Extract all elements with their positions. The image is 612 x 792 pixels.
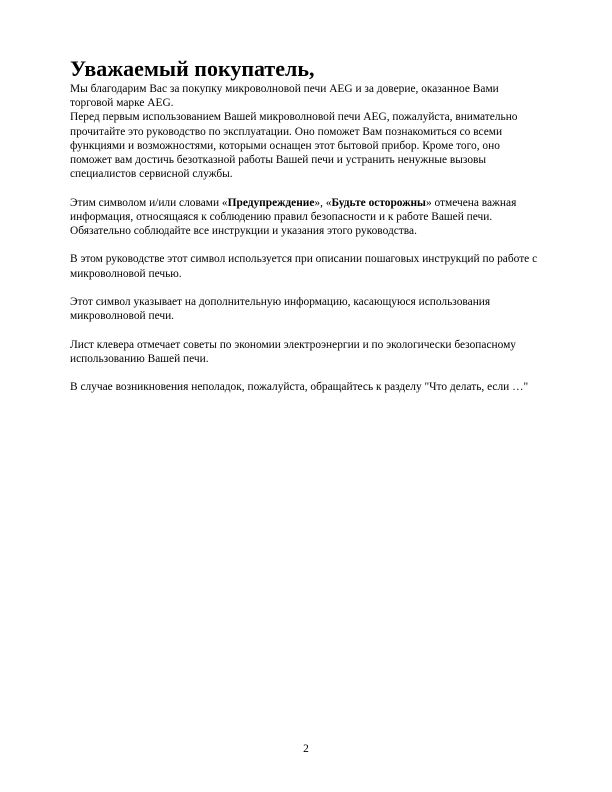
intro-line: торговой марке AEG. <box>70 97 174 110</box>
body-text <box>70 82 570 394</box>
clover-symbol-paragraph <box>70 338 570 366</box>
info-symbol-line: микроволновой печи. <box>70 310 175 323</box>
troubleshooting-paragraph <box>70 380 570 394</box>
intro-paragraph <box>70 82 570 110</box>
troubleshooting-line: В случае возникновения неполадок, пожалуйста, обращайтесь к разделу "Что делать, если …" <box>70 381 529 394</box>
warning-line: информация, относящаяся к соблюдению правил безопасности и к работе Вашей печи. <box>70 210 493 223</box>
warning-prefix: Этим символом и/или словами « <box>70 196 228 209</box>
page-number: 2 <box>303 743 309 755</box>
step-symbol-line: В этом руководстве этот символ используется при описании пошаговых инструкций по работе с <box>70 253 538 266</box>
page-title: Уважаемый покупатель, <box>70 56 315 81</box>
info-symbol-line: Этот символ указывает на дополнительную информацию, касающуюся использования <box>70 296 491 308</box>
before-use-line: прочитайте это руководство по эксплуатации. Оно поможет Вам познакомиться со всеми <box>70 125 503 138</box>
intro-line: Мы благодарим Вас за покупку микроволновой печи AEG и за доверие, оказанное Вами <box>70 83 499 95</box>
before-use-line: поможет вам достичь безотказной работы Вашей печи и устранить ненужные вызовы <box>70 154 487 167</box>
before-use-paragraph <box>70 110 570 181</box>
before-use-line: функциями и возможностями, которыми оснащен этот бытовой прибор. Кроме того, оно <box>70 139 500 152</box>
warning-suffix: » отмечена важная <box>425 196 517 209</box>
clover-symbol-line: использованию Вашей печи. <box>70 352 209 365</box>
warning-line: Обязательно соблюдайте все инструкции и указания этого руководства. <box>70 225 417 238</box>
warning-symbol-paragraph <box>70 196 570 239</box>
clover-symbol-line: Лист клевера отмечает советы по экономии электроэнергии и по экологически безопасному <box>70 338 516 351</box>
step-symbol-line: микроволновой печью. <box>70 267 182 280</box>
before-use-line: специалистов сервисной службы. <box>70 168 233 181</box>
info-symbol-paragraph <box>70 295 570 323</box>
warning-line <box>70 196 570 210</box>
warning-term: Предупреждение <box>227 196 315 209</box>
warning-separator: », « <box>314 196 332 209</box>
caution-term: Будьте осторожны <box>331 196 426 209</box>
step-symbol-paragraph <box>70 252 570 280</box>
before-use-line: Перед первым использованием Вашей микроволновой печи AEG, пожалуйста, внимательно <box>70 111 518 124</box>
